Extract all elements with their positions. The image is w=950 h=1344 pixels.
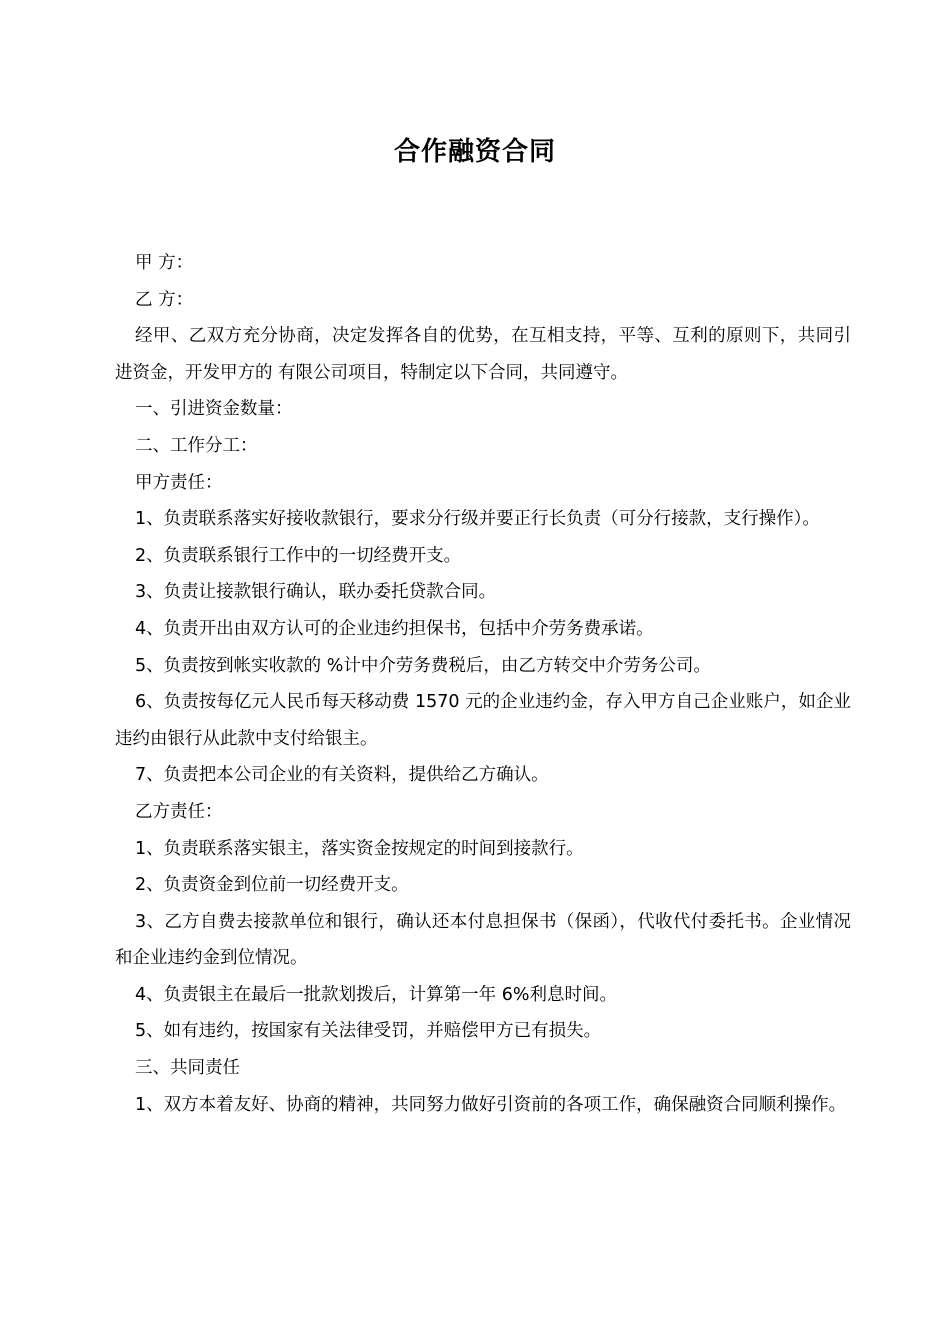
party-a-clause-7: 7、负责把本公司企业的有关资料，提供给乙方确认。 <box>135 765 549 786</box>
party-a-clause-2: 2、负责联系银行工作中的一切经费开支。 <box>135 545 462 566</box>
party-b-clause-3: 3、乙方自费去接款单位和银行，确认还本付息担保书（保函），代收代付委托书。企业情况和企业违约金到位情况。 <box>115 911 851 969</box>
party-a-clause-4: 4、负责开出由双方认可的企业违约担保书，包括中介劳务费承诺。 <box>135 618 654 639</box>
document-title: 合作融资合同 <box>393 137 556 167</box>
section-heading-funding-amount: 一、引进资金数量： <box>135 399 293 420</box>
party-b-responsibilities-heading: 乙方责任： <box>135 801 223 822</box>
party-a-clause-5: 5、负责按到帐实收款的 %计中介劳务费税后，由乙方转交中介劳务公司。 <box>135 655 711 676</box>
party-b-line: 乙 方： <box>135 289 194 310</box>
party-a-clause-1: 1、负责联系落实好接收款银行，要求分行级并要正行长负责（可分行接款，支行操作）。 <box>135 509 820 530</box>
joint-clause-1: 1、双方本着友好、协商的精神，共同努力做好引资前的各项工作，确保融资合同顺利操作。 <box>135 1094 847 1115</box>
party-a-clause-3: 3、负责让接款银行确认，联办委托贷款合同。 <box>135 582 497 603</box>
party-b-clause-4: 4、负责银主在最后一批款划拨后，计算第一年 6%利息时间。 <box>135 984 617 1005</box>
section-heading-division-of-work: 二、工作分工： <box>135 435 258 456</box>
party-b-clause-1: 1、负责联系落实银主，落实资金按规定的时间到接款行。 <box>135 838 584 859</box>
party-b-clause-2: 2、负责资金到位前一切经费开支。 <box>135 875 409 896</box>
document-body <box>115 245 851 1123</box>
party-b-clause-5: 5、如有违约，按国家有关法律受罚，并赔偿甲方已有损失。 <box>135 1021 602 1042</box>
party-a-responsibilities-heading: 甲方责任： <box>135 472 223 493</box>
party-a-clause-6: 6、负责按每亿元人民币每天移动费 1570 元的企业违约金，存入甲方自己企业账户，如企业违约由银行从此款中支付给银主。 <box>115 692 851 749</box>
preamble-paragraph: 经甲、乙双方充分协商，决定发挥各自的优势，在互相支持，平等、互利的原则下，共同引进资金，开发甲方的 有限公司项目，特制定以下合同，共同遵守。 <box>115 326 851 383</box>
section-heading-joint-responsibilities: 三、共同责任 <box>135 1058 240 1079</box>
party-a-line: 甲 方： <box>135 253 194 273</box>
